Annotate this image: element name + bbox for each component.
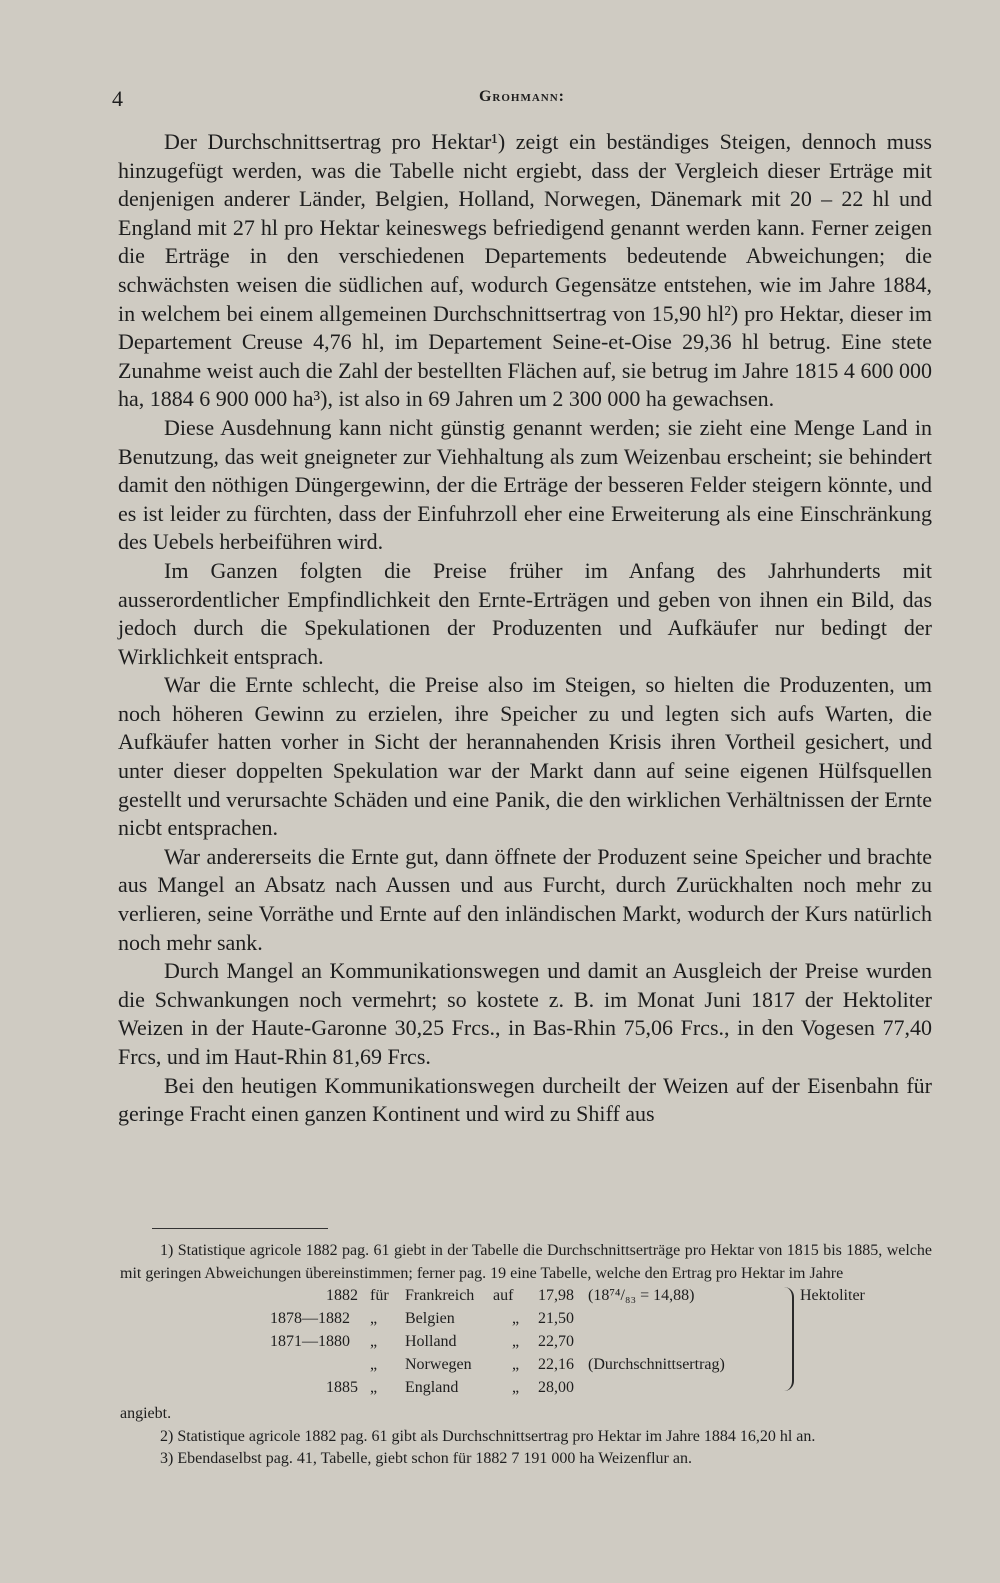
paragraph: Im Ganzen folgten die Preise früher im Anfang des Jahrhunderts mit ausserordentlicher Empfindlichkeit den Ernte-Erträgen und geben von ihnen ein Bild, das jedoch durch die Spekulationen der Produzenten und Aufkäufer nur bedingt der Wirklichkeit entsprach. <box>118 557 932 669</box>
body-text <box>118 128 932 1129</box>
footnote-2: 2) Statistique agricole 1882 pag. 61 gibt als Durchschnittsertrag pro Hektar im Jahre 1884 16,20 hl an. <box>160 1427 816 1445</box>
footnote-3: 3) Ebendaselbst pag. 41, Tabelle, giebt schon für 1882 7 191 000 ha Weizenflur an. <box>160 1450 692 1468</box>
paragraph: War andererseits die Ernte gut, dann öffnete der Produzent seine Speicher und brachte aus Mangel an Absatz nach Aussen und aus Furcht, durch Zurückhalten noch mehr zu verlieren, seine Vorräthe und Ernte auf den inländischen Markt, wodurch der Kurs natürlich noch mehr sank. <box>118 843 932 955</box>
brace <box>780 1287 794 1391</box>
paragraph: War die Ernte schlecht, die Preise also im Steigen, so hielten die Produzenten, um noch höheren Gewinn zu erzielen, ihre Speicher zu und legten sich aufs Warten, die Aufkäufer hatten vorher in Sicht der herannahenden Krisis ihren Vortheil gesichert, und unter dieser doppelten Spekulation war der Markt dann auf seine eigenen Hülfsquellen gestellt und verursachte Schäden und eine Panik, die den wirklichen Verhältnissen der Ernte nicbt entsprachen. <box>118 672 932 841</box>
paragraph: Bei den heutigen Kommunikationswegen durcheilt der Weizen auf der Eisenbahn für geringe Fracht einen ganzen Kontinent und wird zu Shiff aus <box>118 1072 932 1127</box>
yield-table: 1882 für Frankreich auf 17,98 (18⁷⁴/₈₃ = 14,88) 1878—1882 „ Belgien „ 21,50 1871—1880 „ Holland „ 22,70 „ Norwegen „ 22,16 (Durchschnittsertrag) 1885 „ England „ 28,00 Hektoliter <box>270 1287 865 1397</box>
footnote-1: 1) Statistique agricole 1882 pag. 61 giebt in der Tabelle die Durchschnittserträge pro Hektar von 1815 bis 1885, welche mit geringen Abweichungen übereinstimmen; ferner pag. 19 eine Tabelle, welche den Ertrag pro Hektar im Jahre <box>120 1242 932 1282</box>
footnote-divider <box>152 1228 328 1229</box>
footnotes <box>120 1240 932 1471</box>
running-head: Grohmann: <box>478 88 566 105</box>
brace-label: Hektoliter <box>800 1287 865 1305</box>
page-number: 4 <box>112 86 123 111</box>
page-header <box>112 86 932 116</box>
footnote-1-end: angiebt. <box>120 1405 172 1423</box>
paragraph: Durch Mangel an Kommunikationswegen und damit an Ausgleich der Preise wurden die Schwankungen noch vermehrt; so kostete z. B. im Monat Juni 1817 der Hektoliter Weizen in der Haute-Garonne 30,25 Frcs., in Bas-Rhin 75,06 Frcs., in den Vogesen 77,40 Frcs, und im Haut-Rhin 81,69 Frcs. <box>118 958 932 1069</box>
paragraph: Der Durchschnittsertrag pro Hektar¹) zeigt ein beständiges Steigen, dennoch muss hinzugefügt werden, was die Tabelle nicht ergiebt, dass der Vergleich dieser Erträge mit denjenigen anderer Länder, Belgien, Holland, Norwegen, Dänemark mit 20 – 22 hl und England mit 27 hl pro Hektar keineswegs befriedigend genannt werden kann. Ferner zeigen die Erträge in den verschiedenen Departements bedeutende Abweichungen; die schwächsten weisen die südlichen auf, wodurch Gegensätze entstehen, wie im Jahre 1884, in welchem bei einem allgemeinen Durchschnittsertrag von 15,90 hl²) pro Hektar, dieser im Departement Creuse 4,76 hl, im Departement Seine-et-Oise 29,36 hl betrug. Eine stete Zunahme weist auch die Zahl der bestellten Flächen auf, sie betrug im Jahre 1815 4 600 000 ha, 1884 6 900 000 ha³), ist also in 69 Jahren um 2 300 000 ha gewachsen. <box>118 129 932 412</box>
paragraph: Diese Ausdehnung kann nicht günstig genannt werden; sie zieht eine Menge Land in Benutzung, das weit gneigneter zur Viehhaltung als zum Weizenbau erscheint; sie behindert damit den nöthigen Düngergewinn, der die Erträge der besseren Felder steigern könnte, und es ist leider zu fürchten, dass der Einfuhrzoll eher eine Erweiterung als eine Einschränkung des Uebels herbeiführen wird. <box>118 414 932 555</box>
